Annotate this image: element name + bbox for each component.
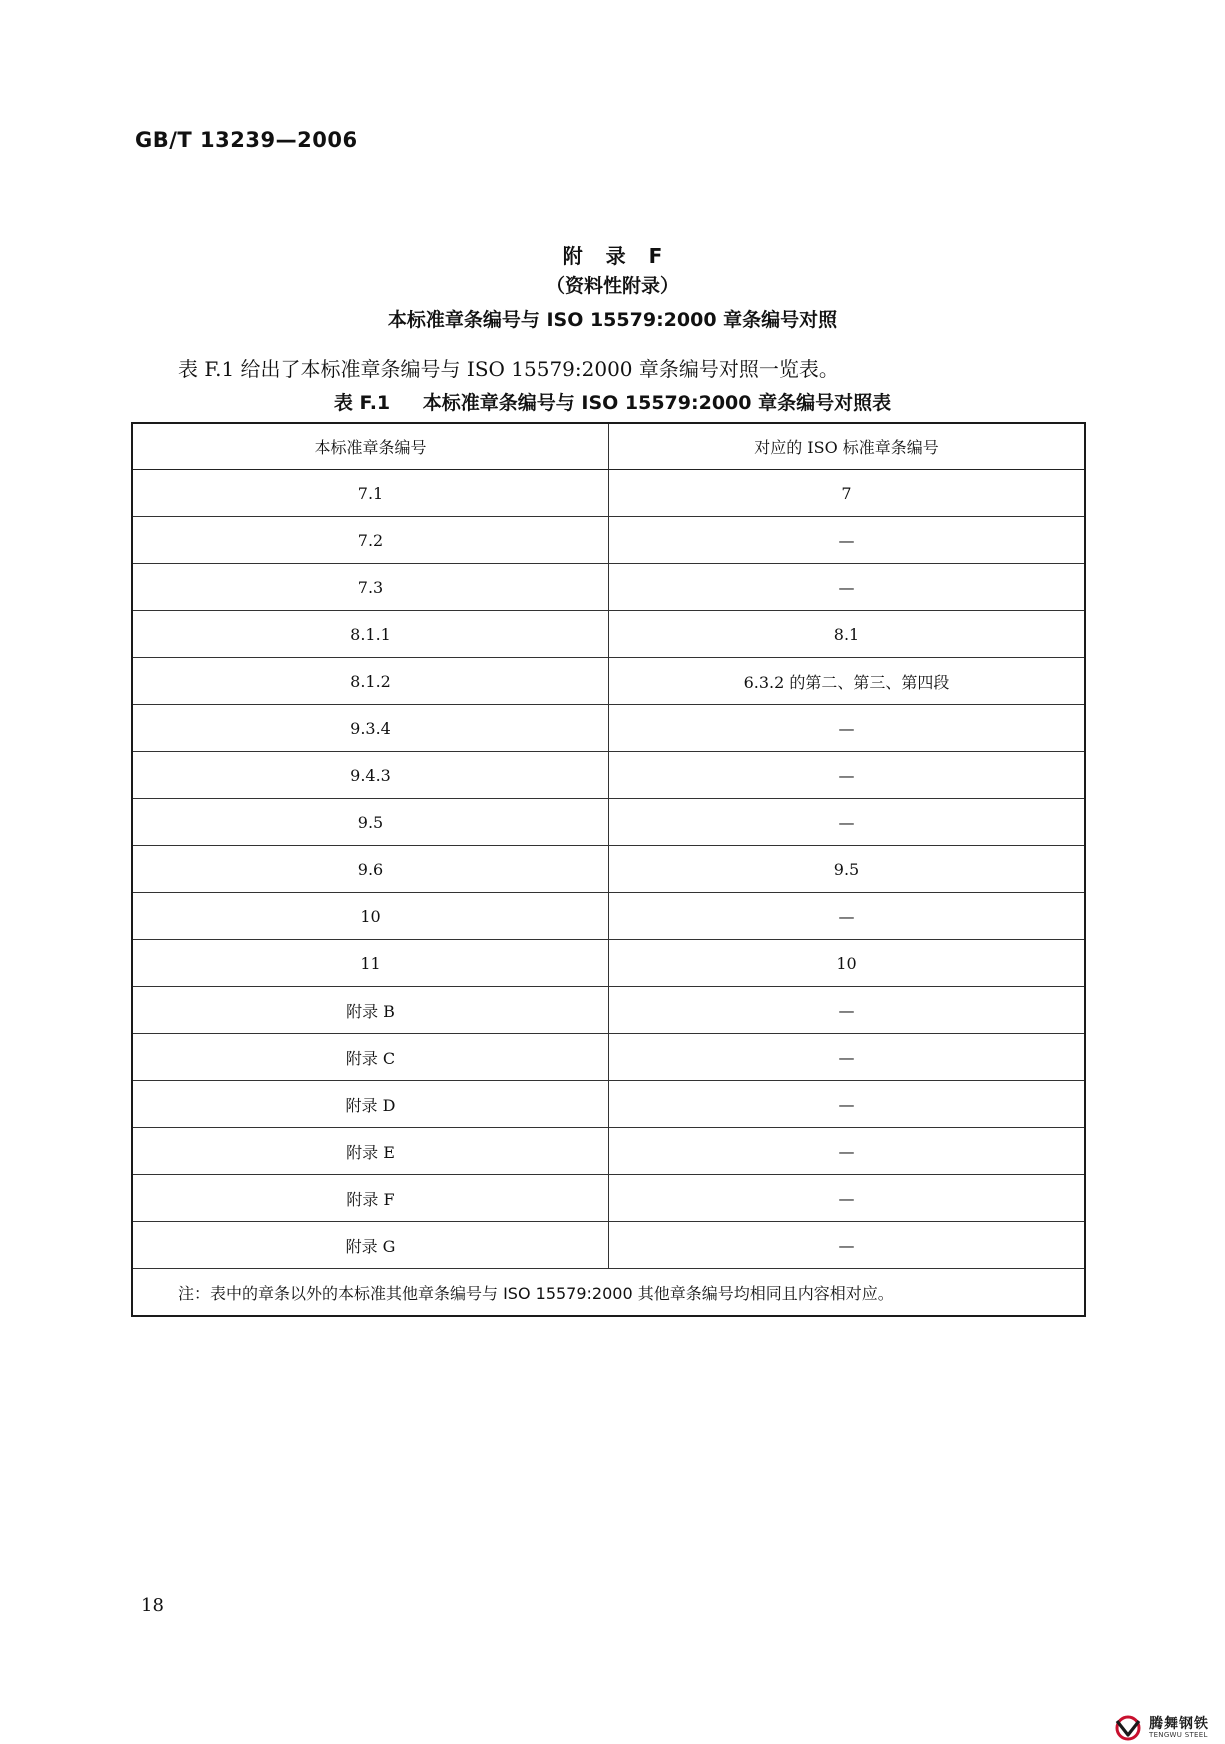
cell-iso-clause: 10 — [609, 940, 1086, 987]
cell-iso-clause: — — [609, 517, 1086, 564]
table-row — [132, 799, 1085, 846]
cell-iso-clause: — — [609, 564, 1086, 611]
column-header-this-standard: 本标准章条编号 — [132, 423, 609, 470]
intro-paragraph: 表 F.1 给出了本标准章条编号与 ISO 15579:2000 章条编号对照一览表。 — [178, 357, 839, 381]
cell-this-standard-clause: 附录 D — [132, 1081, 609, 1128]
cell-this-standard-clause: 8.1.1 — [132, 611, 609, 658]
clause-mapping-table — [131, 422, 1086, 1317]
cell-this-standard-clause: 9.5 — [132, 799, 609, 846]
table-row — [132, 470, 1085, 517]
cell-iso-clause: 6.3.2 的第二、第三、第四段 — [609, 658, 1086, 705]
cell-iso-clause: — — [609, 1222, 1086, 1269]
cell-iso-clause: — — [609, 1034, 1086, 1081]
cell-this-standard-clause: 附录 E — [132, 1128, 609, 1175]
cell-this-standard-clause: 8.1.2 — [132, 658, 609, 705]
publisher-logo — [1113, 1713, 1223, 1743]
table-row — [132, 1222, 1085, 1269]
table-body — [132, 470, 1085, 1269]
table-row — [132, 752, 1085, 799]
cell-iso-clause: — — [609, 893, 1086, 940]
table-row — [132, 1128, 1085, 1175]
table-row — [132, 940, 1085, 987]
cell-this-standard-clause: 7.1 — [132, 470, 609, 517]
cell-this-standard-clause: 9.4.3 — [132, 752, 609, 799]
cell-iso-clause: — — [609, 1128, 1086, 1175]
table-row — [132, 705, 1085, 752]
cell-iso-clause: — — [609, 752, 1086, 799]
cell-iso-clause: 8.1 — [609, 611, 1086, 658]
table-header-row — [132, 423, 1085, 470]
table-caption-number: 表 F.1 — [333, 392, 391, 414]
table-row — [132, 517, 1085, 564]
cell-this-standard-clause: 附录 C — [132, 1034, 609, 1081]
column-header-iso-standard: 对应的 ISO 标准章条编号 — [609, 423, 1086, 470]
table-caption — [0, 388, 1225, 415]
table-note: 注：表中的章条以外的本标准其他章条编号与 ISO 15579:2000 其他章条编号均相同且内容相对应。 — [132, 1269, 1085, 1317]
table-note-row — [132, 1269, 1085, 1317]
table-row — [132, 846, 1085, 893]
table-row — [132, 611, 1085, 658]
cell-iso-clause: — — [609, 987, 1086, 1034]
cell-this-standard-clause: 附录 B — [132, 987, 609, 1034]
cell-this-standard-clause: 9.3.4 — [132, 705, 609, 752]
table-row — [132, 1034, 1085, 1081]
cell-iso-clause: — — [609, 799, 1086, 846]
table-caption-title: 本标准章条编号与 ISO 15579:2000 章条编号对照表 — [422, 392, 892, 414]
table-row — [132, 893, 1085, 940]
cell-this-standard-clause: 附录 G — [132, 1222, 609, 1269]
table-row — [132, 1175, 1085, 1222]
table-row — [132, 1081, 1085, 1128]
tengwu-logo-icon — [1113, 1715, 1145, 1741]
appendix-label: 附 录 F — [562, 244, 663, 268]
cell-this-standard-clause: 11 — [132, 940, 609, 987]
cell-iso-clause: 7 — [609, 470, 1086, 517]
cell-iso-clause: — — [609, 705, 1086, 752]
cell-iso-clause: — — [609, 1175, 1086, 1222]
table-row — [132, 658, 1085, 705]
cell-iso-clause: — — [609, 1081, 1086, 1128]
cell-iso-clause: 9.5 — [609, 846, 1086, 893]
cell-this-standard-clause: 7.3 — [132, 564, 609, 611]
logo-name-cn: 腾舞钢铁 — [1149, 1716, 1209, 1732]
appendix-title: 本标准章条编号与 ISO 15579:2000 章条编号对照 — [387, 309, 838, 331]
logo-text — [1149, 1717, 1209, 1739]
standard-number: GB/T 13239—2006 — [135, 128, 358, 152]
table-row — [132, 564, 1085, 611]
appendix-type: （资料性附录） — [545, 275, 679, 297]
cell-this-standard-clause: 9.6 — [132, 846, 609, 893]
logo-name-en: TENGWU STEEL — [1149, 1731, 1208, 1739]
cell-this-standard-clause: 7.2 — [132, 517, 609, 564]
cell-this-standard-clause: 10 — [132, 893, 609, 940]
page-number: 18 — [141, 1595, 164, 1616]
table-row — [132, 987, 1085, 1034]
cell-this-standard-clause: 附录 F — [132, 1175, 609, 1222]
